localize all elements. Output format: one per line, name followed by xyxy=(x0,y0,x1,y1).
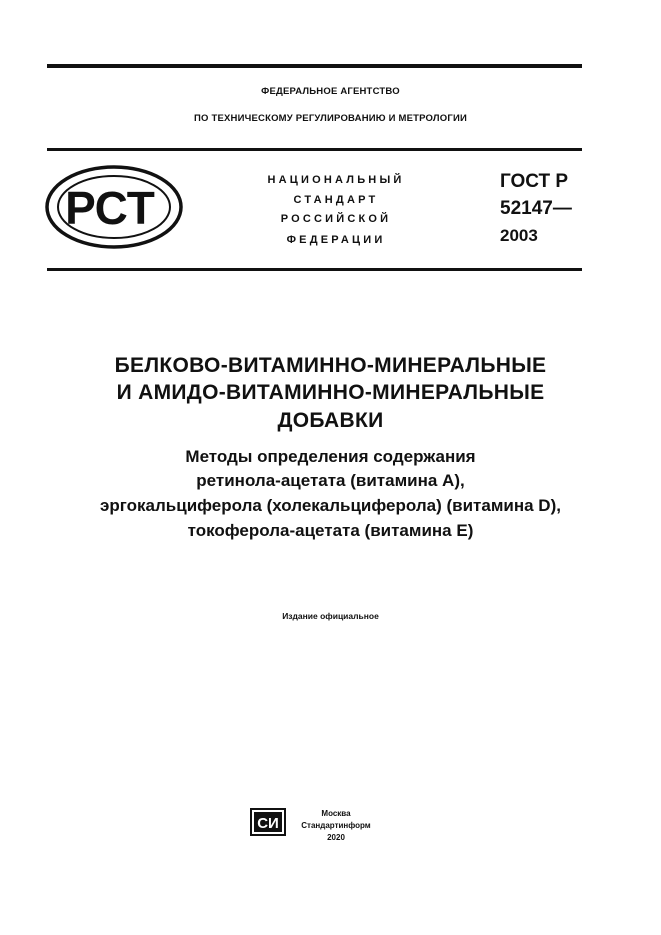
publisher-city: Москва xyxy=(321,809,351,818)
national-line-1: НАЦИОНАЛЬНЫЙ xyxy=(267,174,405,186)
gost-line-3: 2003 xyxy=(500,226,538,245)
gost-r-logo-icon xyxy=(44,164,184,250)
agency-line-2: ПО ТЕХНИЧЕСКОМУ РЕГУЛИРОВАНИЮ И МЕТРОЛОГИИ xyxy=(194,113,467,124)
publisher-name: Стандартинформ xyxy=(301,821,371,830)
agency-line-1: ФЕДЕРАЛЬНОЕ АГЕНТСТВО xyxy=(261,86,400,97)
standard-block-top-rule xyxy=(47,148,582,151)
publisher-logo-text: СИ xyxy=(257,815,279,832)
standard-block-bottom-rule xyxy=(47,268,582,271)
publisher-year: 2020 xyxy=(327,833,345,842)
subtitle-line-2: ретинола-ацетата (витамина А), xyxy=(196,471,465,490)
title-line-3: ДОБАВКИ xyxy=(277,409,384,432)
top-rule xyxy=(47,64,582,68)
national-line-3: РОССИЙСКОЙ xyxy=(280,213,392,225)
subtitle-line-3: эргокальциферола (холекальциферола) (витамина D), xyxy=(100,496,561,515)
edition-note: Издание официальное xyxy=(282,611,379,621)
subtitle-line-1: Методы определения содержания xyxy=(185,447,476,466)
national-line-2: СТАНДАРТ xyxy=(293,194,379,206)
logo-text: РСТ xyxy=(65,182,155,234)
standartinform-logo-icon xyxy=(250,808,286,836)
title-line-1: БЕЛКОВО-ВИТАМИННО-МИНЕРАЛЬНЫЕ xyxy=(114,354,547,377)
gost-line-1: ГОСТ Р xyxy=(500,171,569,192)
subtitle-line-4: токоферола-ацетата (витамина Е) xyxy=(187,521,474,540)
national-line-4: ФЕДЕРАЦИИ xyxy=(286,234,386,246)
title-line-2: И АМИДО-ВИТАМИННО-МИНЕРАЛЬНЫЕ xyxy=(116,381,545,404)
gost-line-2: 52147— xyxy=(500,198,572,219)
